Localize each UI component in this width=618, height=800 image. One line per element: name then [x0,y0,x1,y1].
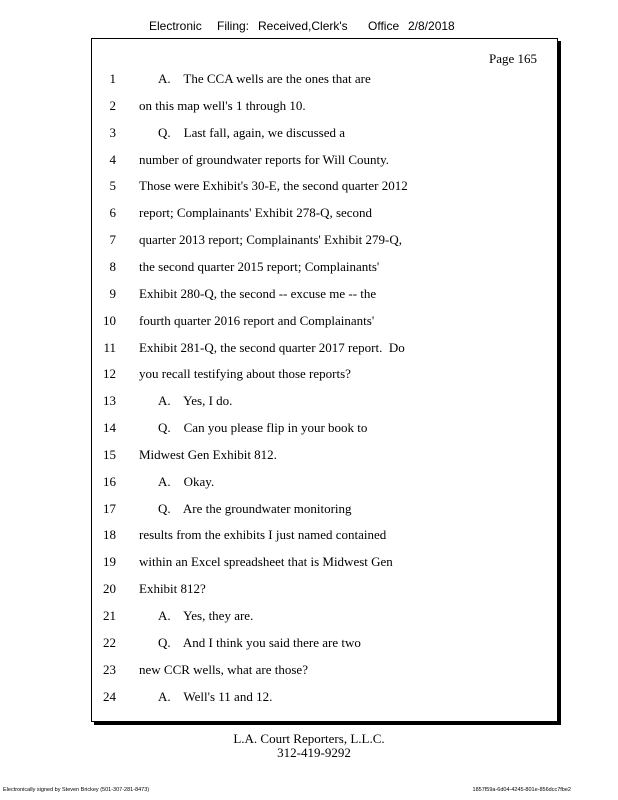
line-text: Q. Can you please flip in your book to [158,420,368,436]
line-number: 6 [109,205,116,221]
transcript-line [92,554,557,574]
transcript-line [92,259,557,279]
line-number: 9 [109,285,116,301]
line-text: Exhibit 281-Q, the second quarter 2017 report. Do [139,339,405,355]
line-number: 12 [103,366,116,382]
line-number: 2 [109,97,116,113]
page-number: Page 165 [488,51,537,66]
header-word-office: Office [368,19,400,33]
transcript-line [92,125,557,145]
line-text: A. Yes, I do. [158,393,233,409]
line-number: 23 [103,661,116,677]
line-text: A. Yes, they are. [158,608,254,623]
line-number: 11 [103,339,116,355]
line-text: report; Complainants' Exhibit 278-Q, second [139,205,373,221]
line-number: 3 [109,124,116,140]
line-text: fourth quarter 2016 report and Complainants' [139,312,375,328]
transcript-line [92,527,557,547]
line-number: 7 [109,232,116,248]
line-text: A. Well's 11 and 12. [158,688,273,704]
line-text: on this map well's 1 through 10. [139,97,306,113]
transcript-line [92,232,557,252]
line-text: number of groundwater reports for Will County. [139,151,390,167]
line-text: you recall testifying about those reports? [139,366,351,382]
line-text: quarter 2013 report; Complainants' Exhibit 279-Q, [139,232,403,248]
transcript-line [92,662,557,682]
line-number: 8 [109,258,116,274]
line-text: Q. And I think you said there are two [158,634,361,650]
transcript-line [92,98,557,118]
filing-header [0,19,618,37]
line-text: Q. Are the groundwater monitoring [158,500,352,516]
line-number: 5 [109,178,116,194]
transcript-line [92,286,557,306]
electronic-signature: Electronically signed by Steven Brickey (501-307-281-8473) [3,787,150,793]
line-number: 13 [103,393,116,409]
header-word-electronic: Electronic [149,19,202,33]
transcript-line [92,152,557,172]
transcript-line [92,393,557,413]
header-date: 2/8/2018 [408,19,455,33]
line-text: Those were Exhibit's 30-E, the second quarter 2012 [139,178,408,194]
line-text: Exhibit 280-Q, the second -- excuse me -- the [139,285,377,301]
reporter-footer [0,732,618,760]
line-text: the second quarter 2015 report; Complainants' [139,258,380,274]
line-number: 22 [103,634,116,650]
line-text: Midwest Gen Exhibit 812. [139,446,277,462]
line-number: 10 [103,312,116,328]
transcript-page [91,38,558,722]
line-number: 1 [109,71,116,86]
transcript-line [92,340,557,360]
transcript-line [92,474,557,494]
reporter-phone: 312-419-9292 [277,745,351,760]
line-text: A. The CCA wells are the ones that are [158,71,371,86]
transcript-line [92,178,557,198]
line-text: results from the exhibits I just named contained [139,527,387,543]
line-number: 19 [103,554,116,570]
reporter-company: L.A. Court Reporters, L.L.C. [233,731,385,746]
line-number: 4 [109,151,116,167]
transcript-line [92,366,557,386]
line-number: 14 [103,420,116,436]
line-number: 15 [103,446,116,462]
line-text: Exhibit 812? [139,581,206,597]
line-number: 18 [103,527,116,543]
line-number: 16 [103,473,116,489]
transcript-line [92,313,557,333]
line-number: 20 [103,581,116,597]
document-hash: 1857f59a-6d04-4245-801e-856dcc7fbe2 [472,787,571,793]
transcript-line [92,205,557,225]
transcript-line [92,689,557,709]
line-text: A. Okay. [158,473,215,489]
line-text: Q. Last fall, again, we discussed a [158,124,346,140]
line-text: within an Excel spreadsheet that is Midwest Gen [139,554,393,570]
transcript-line [92,635,557,655]
transcript-line [92,608,557,628]
line-number: 21 [103,608,116,623]
transcript-line [92,71,557,91]
line-number: 24 [103,688,116,704]
line-text: new CCR wells, what are those? [139,661,308,677]
transcript-line [92,501,557,521]
transcript-line [92,447,557,467]
transcript-line [92,420,557,440]
transcript-line [92,581,557,601]
header-word-filing: Filing: [217,19,250,33]
header-word-received-clerks: Received,Clerk's [258,19,348,33]
line-number: 17 [103,500,116,516]
